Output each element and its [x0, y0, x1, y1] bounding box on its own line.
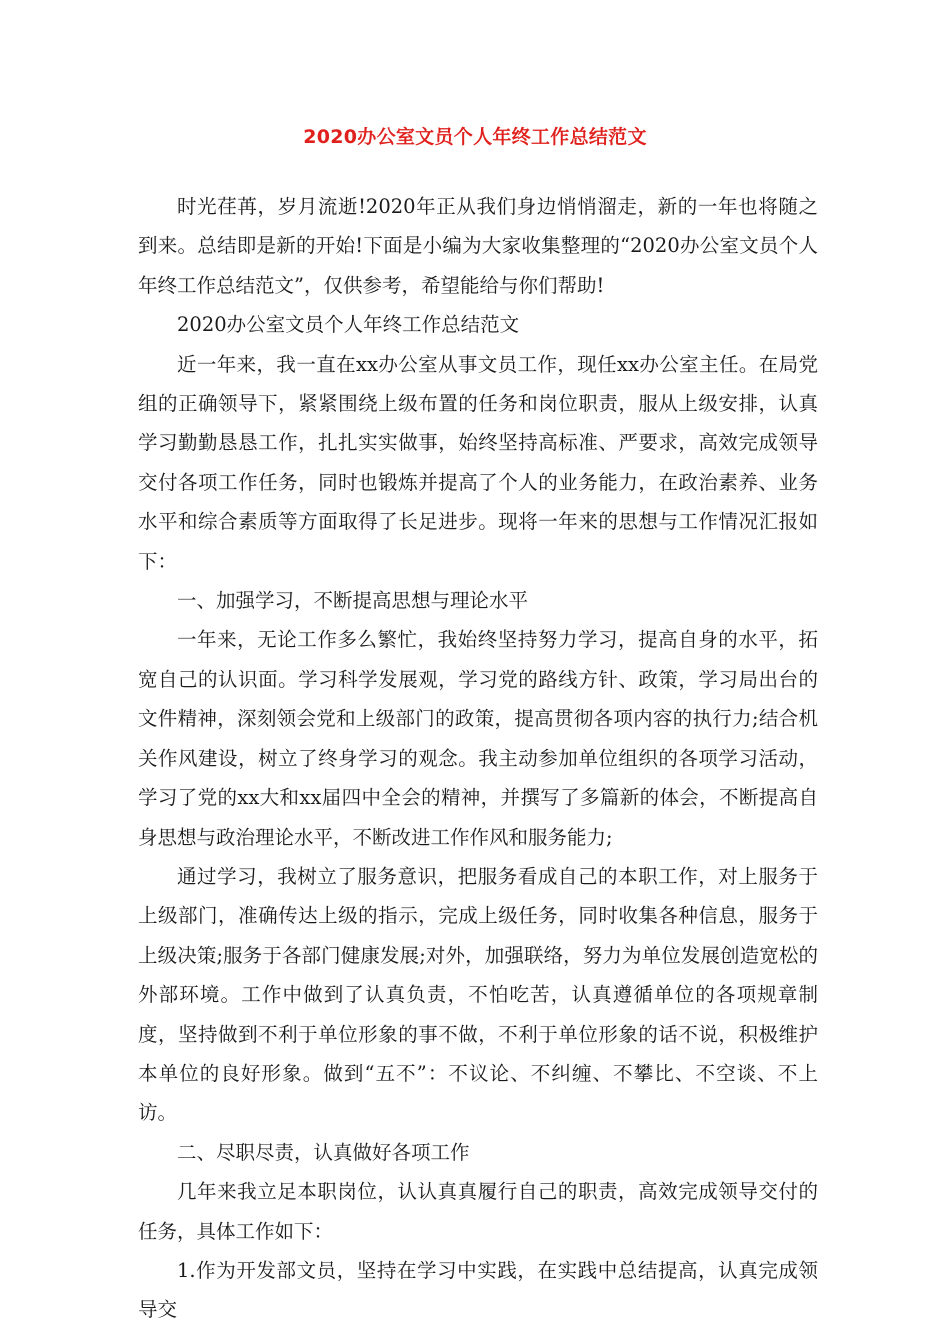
intro-paragraph: 时光荏苒，岁月流逝!2020年正从我们身边悄悄溜走，新的一年也将随之到来。总结即是新的开始!下面是小编为大家收集整理的“2020办公室文员个人年终工作总结范文”，仅供参考，希望能给与你们帮助!	[138, 195, 818, 297]
document-body	[138, 187, 818, 1330]
subtitle-line: 2020办公室文员个人年终工作总结范文	[177, 313, 520, 337]
list-item-1: 1.作为开发部文员，坚持在学习中实践，在实践中总结提高，认真完成领导交	[138, 1258, 818, 1322]
section-heading-2: 二、尽职尽责，认真做好各项工作	[177, 1140, 470, 1164]
study-paragraph: 一年来，无论工作多么繁忙，我始终坚持努力学习，提高自身的水平，拓宽自己的认识面。学习科学发展观，学习党的路线方针、政策，学习局出台的文件精神，深刻领会党和上级部门的政策，提高贯彻各项内容的执行力;结合机关作风建设，树立了终身学习的观念。我主动参加单位组织的各项学习活动，学习了党的xx大和xx届四中全会的精神，并撰写了多篇新的体会，不断提高自身思想与政治理论水平，不断改进工作作风和服务能力;	[138, 628, 818, 849]
opening-paragraph: 近一年来，我一直在xx办公室从事文员工作，现任xx办公室主任。在局党组的正确领导下，紧紧围绕上级布置的任务和岗位职责，服从上级安排，认真学习勤勤恳恳工作，扎扎实实做事，始终坚持高标准、严要求，高效完成领导交付各项工作任务，同时也锻炼并提高了个人的业务能力，在政治素养、业务水平和综合素质等方面取得了长足进步。现将一年来的思想与工作情况汇报如下：	[138, 352, 818, 573]
service-paragraph: 通过学习，我树立了服务意识，把服务看成自己的本职工作，对上服务于上级部门，准确传达上级的指示，完成上级任务，同时收集各种信息，服务于上级决策;服务于各部门健康发展;对外，加强联络，努力为单位发展创造宽松的外部环境。工作中做到了认真负责，不怕吃苦，认真遵循单位的各项规章制度，坚持做到不利于单位形象的事不做，不利于单位形象的话不说，积极维护本单位的良好形象。做到“五不”：不议论、不纠缠、不攀比、不空谈、不上访。	[138, 864, 818, 1125]
document-title: 2020办公室文员个人年终工作总结范文	[303, 126, 647, 148]
section-heading-1: 一、加强学习，不断提高思想与理论水平	[177, 589, 529, 613]
duties-paragraph: 几年来我立足本职岗位，认认真真履行自己的职责，高效完成领导交付的任务，具体工作如下：	[138, 1180, 818, 1243]
